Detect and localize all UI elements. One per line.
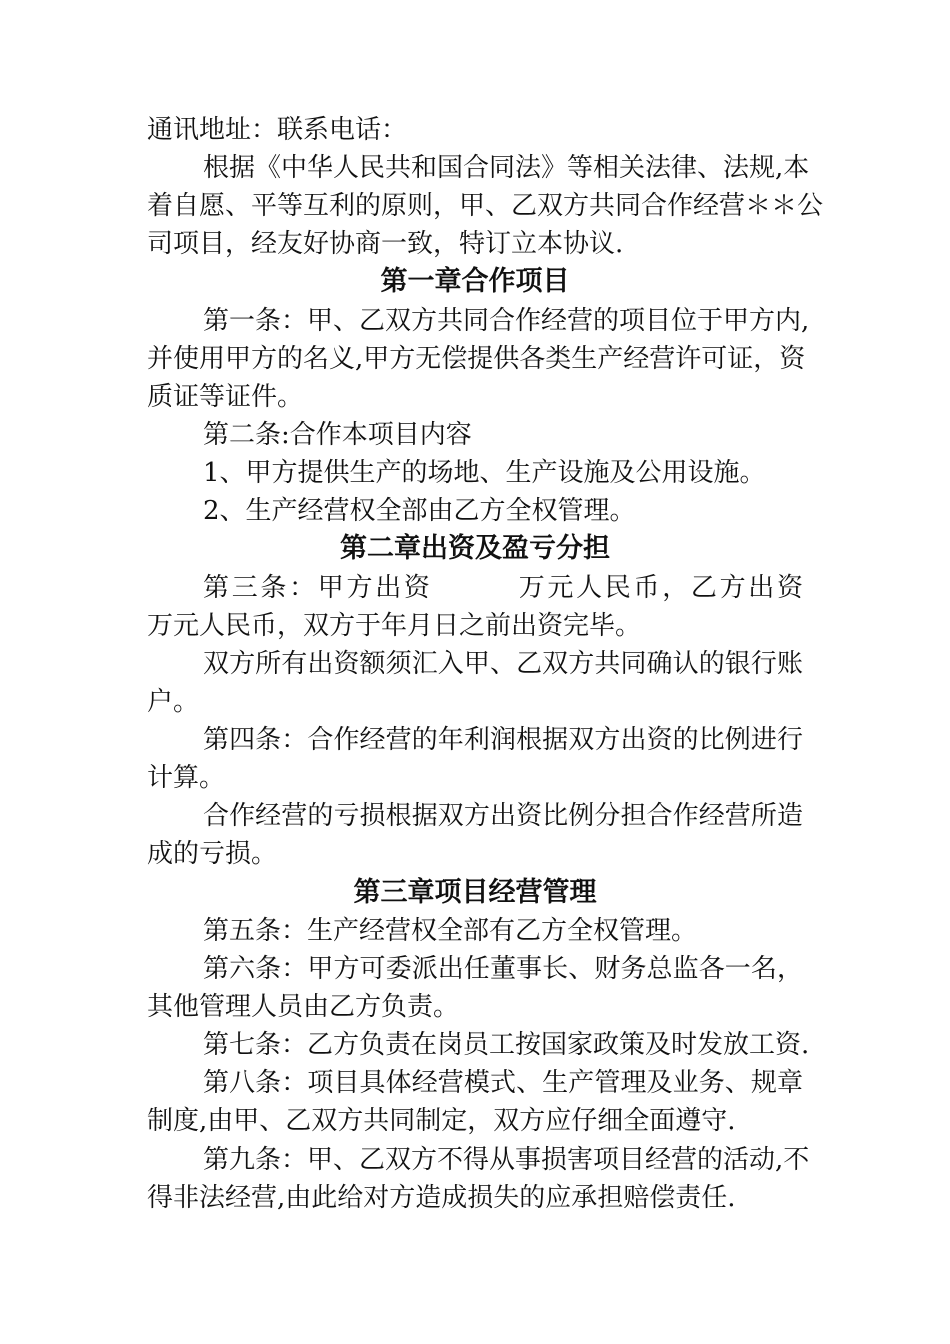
article-line: 第一条：甲、乙双方共同合作经营的项目位于甲方内,	[203, 306, 810, 336]
article-line: 第九条：甲、乙双方不得从事损害项目经营的活动,不	[203, 1145, 810, 1175]
contact-line: 通讯地址：联系电话：	[147, 115, 408, 145]
chapter-heading: 第一章合作项目	[380, 266, 570, 297]
article-line: 第四条：合作经营的年利润根据双方出资的比例进行	[203, 725, 803, 755]
article-line: 第七条：乙方负责在岗员工按国家政策及时发放工资.	[203, 1030, 810, 1060]
article-line: 第二条:合作本项目内容	[203, 420, 472, 450]
article-line: 合作经营的亏损根据双方出资比例分担合作经营所造	[203, 801, 803, 831]
article-line: 第五条：生产经营权全部有乙方全权管理。	[203, 916, 698, 946]
article-line: 户。	[147, 687, 200, 717]
article-line: 第六条：甲方可委派出任董事长、财务总监各一名，	[203, 954, 803, 984]
article-line: 第三条：甲方出资 万元人民币，乙方出资	[203, 573, 803, 603]
article-line: 计算。	[147, 763, 226, 793]
preamble-line: 司项目，经友好协商一致，特订立本协议.	[147, 229, 624, 259]
article-line: 质证等证件。	[147, 382, 304, 412]
article-line: 得非法经营,由此给对方造成损失的应承担赔偿责任.	[147, 1183, 736, 1213]
article-line: 其他管理人员由乙方负责。	[147, 992, 460, 1022]
article-line: 万元人民币，双方于年月日之前出资完毕。	[147, 611, 642, 641]
article-line: 并使用甲方的名义,甲方无偿提供各类生产经营许可证，资	[147, 344, 806, 374]
chapter-heading: 第三章项目经营管理	[353, 877, 597, 908]
article-line: 成的亏损。	[147, 839, 278, 869]
article-line: 第八条：项目具体经营模式、生产管理及业务、规章	[203, 1068, 803, 1098]
list-item: 1、甲方提供生产的场地、生产设施及公用设施。	[203, 458, 766, 488]
preamble-line: 根据《中华人民共和国合同法》等相关法律、法规,本	[203, 153, 810, 183]
article-line: 制度,由甲、乙双方共同制定，双方应仔细全面遵守.	[147, 1106, 736, 1136]
preamble-line: 着自愿、平等互利的原则，甲、乙双方共同合作经营＊＊公	[147, 191, 824, 221]
article-line: 双方所有出资额须汇入甲、乙双方共同确认的银行账	[203, 649, 803, 679]
chapter-heading: 第二章出资及盈亏分担	[340, 533, 610, 564]
list-item: 2、生产经营权全部由乙方全权管理。	[203, 496, 636, 526]
